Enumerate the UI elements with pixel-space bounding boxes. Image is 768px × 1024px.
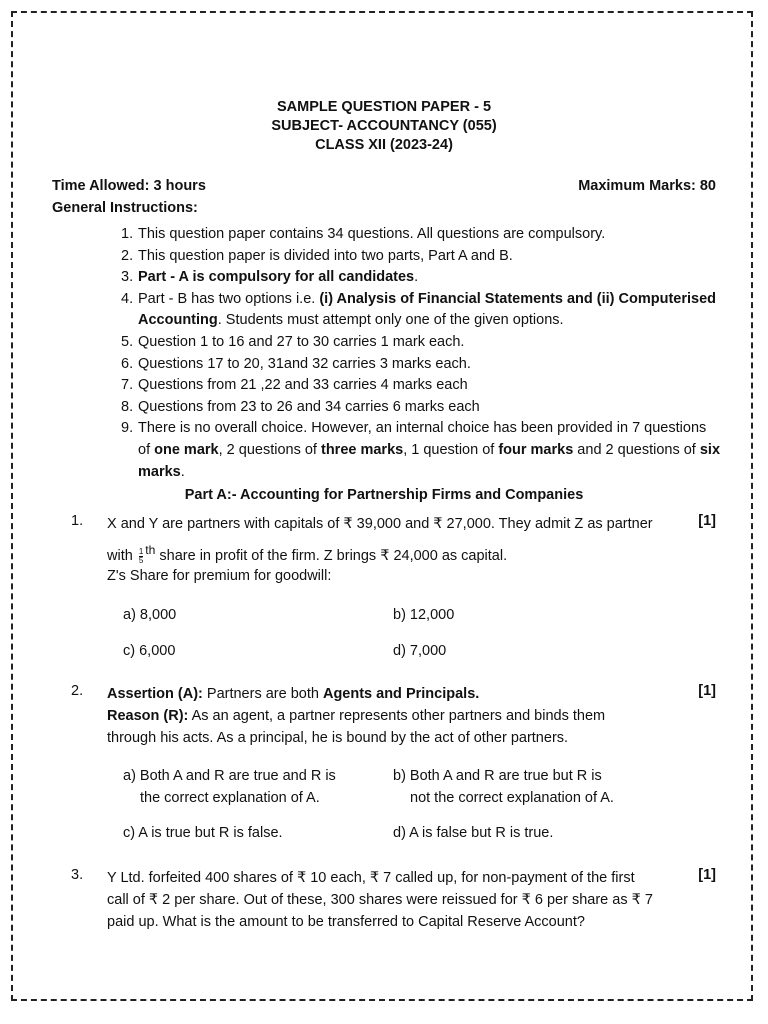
- instruction-item: 3. Part - A is compulsory for all candidates.: [121, 269, 419, 286]
- instructions-list: [121, 224, 721, 483]
- option-a: a) Both A and R are true and R is: [123, 768, 336, 784]
- question-text: paid up. What is the amount to be transferred to Capital Reserve Account?: [107, 914, 585, 930]
- option-c: c) A is true but R is false.: [123, 825, 283, 841]
- question-number: 3.: [71, 867, 84, 883]
- instruction-item: 9. There is no overall choice. However, an internal choice has been provided in 7 questions of one mark, 2 questions of three marks, 1 question of four marks and 2 questions of six marks.: [121, 420, 721, 480]
- assertion-text: Assertion (A): Partners are both Agents and Principals.: [107, 686, 480, 702]
- time-allowed: Time Allowed: 3 hours: [52, 178, 206, 194]
- option-d: d) A is false but R is true.: [393, 825, 554, 841]
- question-text: call of ₹ 2 per share. Out of these, 300 shares were reissued for ₹ 6 per share as ₹ 7: [107, 892, 653, 908]
- option-c: c) 6,000: [123, 643, 176, 659]
- question-marks: [1]: [698, 513, 716, 529]
- fraction: $\frac{1}{5}$: [138, 546, 144, 565]
- question-text: Z's Share for premium for goodwill:: [107, 568, 332, 584]
- question-text: X and Y are partners with capitals of ₹ 39,000 and ₹ 27,000. They admit Z as partner: [107, 516, 653, 532]
- option-b: b) 12,000: [393, 607, 455, 623]
- instruction-item: 6. Questions 17 to 20, 31and 32 carries 3 marks each.: [121, 355, 471, 372]
- question-marks: [1]: [698, 683, 716, 699]
- instruction-item: 5. Question 1 to 16 and 27 to 30 carries 1 mark each.: [121, 333, 465, 350]
- option-d: d) 7,000: [393, 643, 447, 659]
- question-marks: [1]: [698, 867, 716, 883]
- question-text: Y Ltd. forfeited 400 shares of ₹ 10 each, ₹ 7 called up, for non-payment of the first: [107, 870, 635, 886]
- part-a-heading: Part A:- Accounting for Partnership Firms and Companies: [184, 487, 584, 503]
- instruction-item: 2. This question paper is divided into two parts, Part A and B.: [121, 247, 513, 264]
- instruction-item: 1. This question paper contains 34 questions. All questions are compulsory.: [121, 226, 606, 242]
- instructions-heading: General Instructions:: [52, 200, 198, 216]
- paper-subject: SUBJECT- ACCOUNTANCY (055): [271, 118, 497, 134]
- option-a-cont: the correct explanation of A.: [140, 790, 320, 806]
- question-number: 2.: [71, 683, 84, 699]
- question-text: with $\frac{1}{5}$ $^{th}$ share in profit of the firm. Z brings ₹ 24,000 as capital.: [107, 543, 508, 565]
- paper-class: CLASS XII (2023-24): [315, 137, 453, 153]
- option-b-cont: not the correct explanation of A.: [410, 790, 614, 806]
- option-a: a) 8,000: [123, 607, 177, 623]
- reason-text: Reason (R): As an agent, a partner represents other partners and binds them: [107, 708, 606, 724]
- paper-title: SAMPLE QUESTION PAPER - 5: [276, 99, 492, 115]
- instruction-item: 7. Questions from 21 ,22 and 33 carries 4 marks each: [121, 377, 468, 394]
- instruction-item: 8. Questions from 23 to 26 and 34 carries 6 marks each: [121, 398, 480, 415]
- instruction-item: 4. Part - B has two options i.e. (i) Analysis of Financial Statements and (ii) Computerised Accounting. Students must attempt only one of the given options.: [121, 290, 717, 329]
- maximum-marks: Maximum Marks: 80: [578, 178, 716, 194]
- option-b: b) Both A and R are true but R is: [393, 768, 602, 784]
- reason-text: through his acts. As a principal, he is bound by the act of other partners.: [107, 730, 569, 746]
- question-number: 1.: [71, 513, 84, 529]
